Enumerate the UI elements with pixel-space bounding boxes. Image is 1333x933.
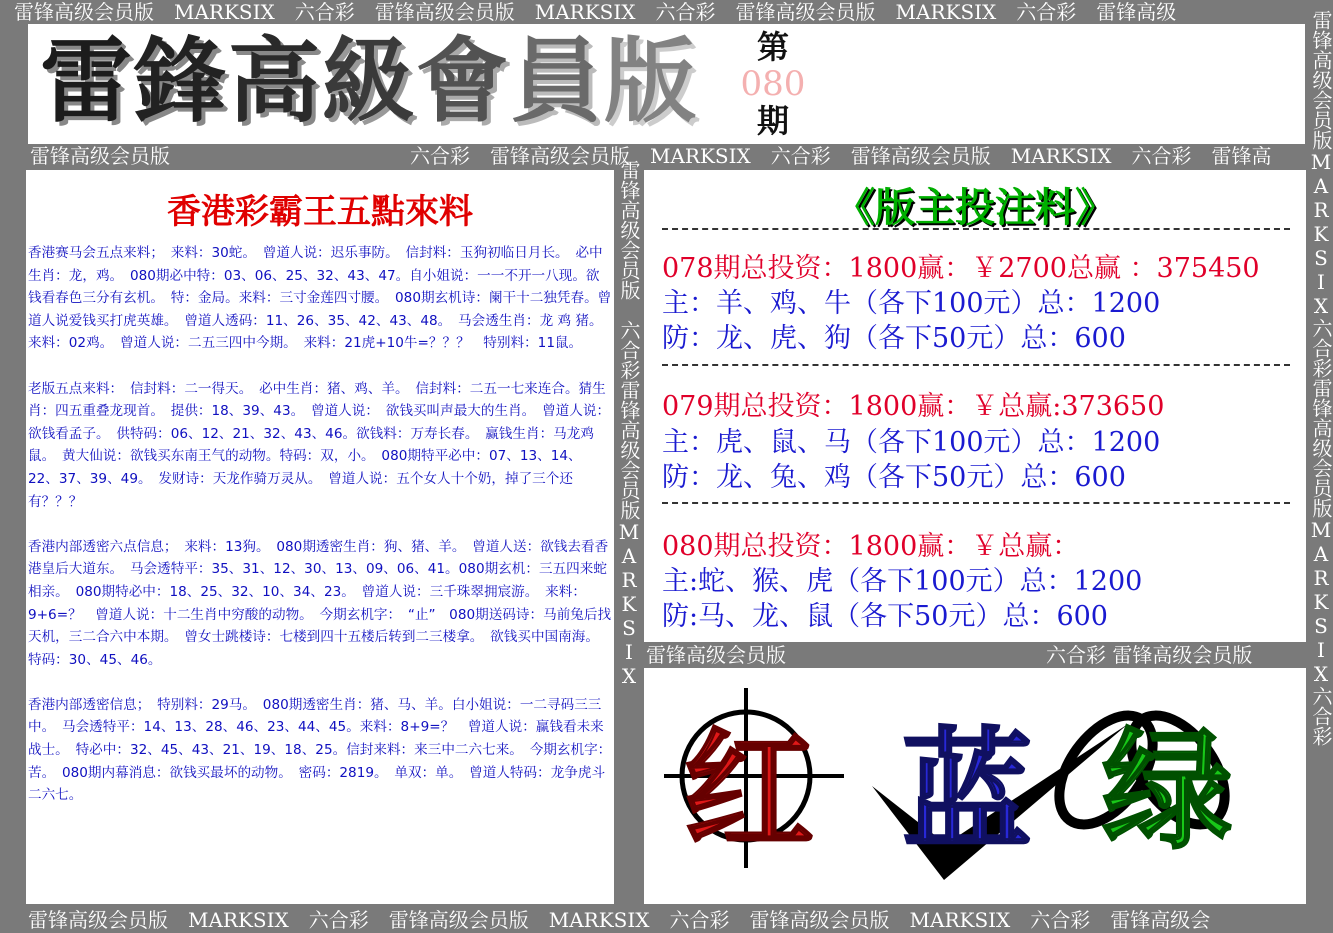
divider — [662, 228, 1290, 230]
mid-band: 雷锋高级会员版 六合彩 雷锋高级会员版 MARKSIX 六合彩 雷锋高级会员版 MARKSIX 六合彩 雷锋高 — [30, 144, 1272, 168]
logo-blue-char: 蓝 — [902, 715, 1033, 867]
title-char: 版 — [604, 28, 697, 135]
entry-main: 主：羊、鸡、牛（各下100元）总：1200 — [662, 288, 1161, 319]
divider — [662, 364, 1290, 366]
logo-green-char: 绿 — [1102, 715, 1233, 867]
issue-suffix: 期 — [756, 102, 789, 140]
info-paragraph: 香港赛马会五点来料； 来料：30蛇。 曾道人说：迟乐事防。 信封料：玉狗初临日月长。 必中生肖：龙，鸡。 080期必中特：03、06、25、32、43、47。自小姐说：一一不开一八现。欲钱看春色三分有玄机。 特：金局。来料：三寸金莲四寸腰。 080期玄机诗：阑干十二独凭春。曾道人说爱钱买打虎英雄。 曾道人透码：11、26、35、42、43、48。 马会透生肖：龙 鸡 猪。 来料：02鸡。 曾道人说：二五三四中今期。 来料：21虎+10牛=？？？ 特别料：11鼠。 — [28, 245, 612, 352]
logo-red-char: 红 — [684, 715, 815, 867]
divider — [662, 502, 1290, 504]
entry-guard: 防：龙、虎、狗（各下50元）总：600 — [662, 323, 1126, 354]
entry-header: 079期总投资：1800赢：￥总赢:373650 — [662, 391, 1165, 422]
title-char: 會 — [416, 28, 509, 135]
title-char: 高 — [228, 28, 321, 135]
betting-panel-title: 《版主投注料》 — [835, 184, 1115, 231]
bottom-band: 雷锋高级会员版 MARKSIX 六合彩 雷锋高级会员版 MARKSIX 六合彩 雷锋高级会员版 MARKSIX 六合彩 雷锋高级会 — [28, 908, 1211, 932]
title-char: 鋒 — [134, 28, 227, 135]
title-char: 雷 — [40, 28, 133, 135]
entry-header: 078期总投资：1800赢：￥2700总赢 ：375450 — [662, 253, 1260, 284]
right-band: 雷锋高级会员版MARKSIX六合彩雷锋高级会员版MARKSIX六合彩 — [1309, 10, 1333, 746]
entry-main: 主:蛇、猴、虎（各下100元）总：1200 — [662, 566, 1143, 597]
header-panel — [28, 24, 1305, 144]
entry-guard: 防：龙、兔、鸡（各下50元）总：600 — [662, 462, 1126, 493]
info-paragraph: 香港内部透密信息； 特别料：29马。 080期透密生肖：猪、马、羊。白小姐说：一二寻码三三中。 马会透特平：14、13、28、46、23、44、45。来料：8+9=？ 曾道人说：赢钱看未来战士。 特必中：32、45、43、21、19、18、25。信封来料：来三中二六七来。 今期玄机字：苦。 080期内幕消息：欲钱买最坏的动物。 密码：2819。 单双：单。 曾道人特码：龙争虎斗二六七。 — [28, 696, 612, 804]
betting-panel — [644, 170, 1306, 642]
logo-panel — [644, 668, 1306, 904]
info-paragraph: 香港内部透密六点信息； 来料：13狗。 080期透密生肖：狗、猪、羊。 曾道人送：欲钱去看香港皇后大道东。 马会透特平：35、31、12、30、13、09、06、41。080期玄机：三五四来蛇相亲。 080期特必中：18、25、32、10、34、23。 曾道人说：三千珠翠拥宸游。 来料：9+6=？ 曾道人说：十二生肖中穷酸的动物。 今期玄机字： “止” 080期送码诗：马前兔后找天机，三二合六中本期。 曾女士跳楼诗：七楼到四十五楼后转到二三楼拿。 欲钱买中国南海。 特码：30、45、46。 — [28, 538, 612, 668]
mid-right-band: 雷锋高级会员版 六合彩 雷锋高级会员版 — [646, 643, 1253, 667]
info-paragraph: 老版五点来料： 信封料：二一得天。 必中生肖：猪、鸡、羊。 信封料：二五一七来连合。猜生肖：四五重叠龙现首。 提供：18、39、43。 曾道人说： 欲钱买叫声最大的生肖。 曾道人说：欲钱看孟子。 供特码：06、12、21、32、43、46。欲钱料：万寿长春。 赢钱生肖：马龙鸡鼠。 黄大仙说：欲钱买东南王气的动物。特码：双，小。 080期特平必中：07、13、14、22、37、39、49。 发财诗：天龙作骑万灵从。 曾道人说：五个女人十个奶，掉了三个还有？？？ — [28, 380, 611, 510]
left-panel-title: 香港彩霸王五點來料 — [167, 192, 473, 232]
issue-prefix: 第 — [756, 28, 789, 66]
left-panel-body — [28, 242, 612, 829]
title-char: 員 — [510, 28, 603, 135]
issue-number — [733, 28, 813, 140]
issue-value: 080 — [740, 64, 806, 104]
top-band: 雷锋高级会员版 MARKSIX 六合彩 雷锋高级会员版 MARKSIX 六合彩 雷锋高级会员版 MARKSIX 六合彩 雷锋高级 — [14, 0, 1177, 24]
entry-guard: 防:马、龙、鼠（各下50元）总：600 — [662, 601, 1108, 632]
title-char: 級 — [322, 28, 415, 135]
center-band: 雷锋高级会员版 六合彩雷锋高级会员版MARKSIX — [617, 160, 641, 688]
left-panel — [26, 170, 614, 904]
entry-main: 主：虎、鼠、马（各下100元）总：1200 — [662, 427, 1161, 458]
entry-header: 080期总投资：1800赢：￥总赢： — [662, 531, 1080, 562]
logo-graphic — [644, 668, 1306, 904]
